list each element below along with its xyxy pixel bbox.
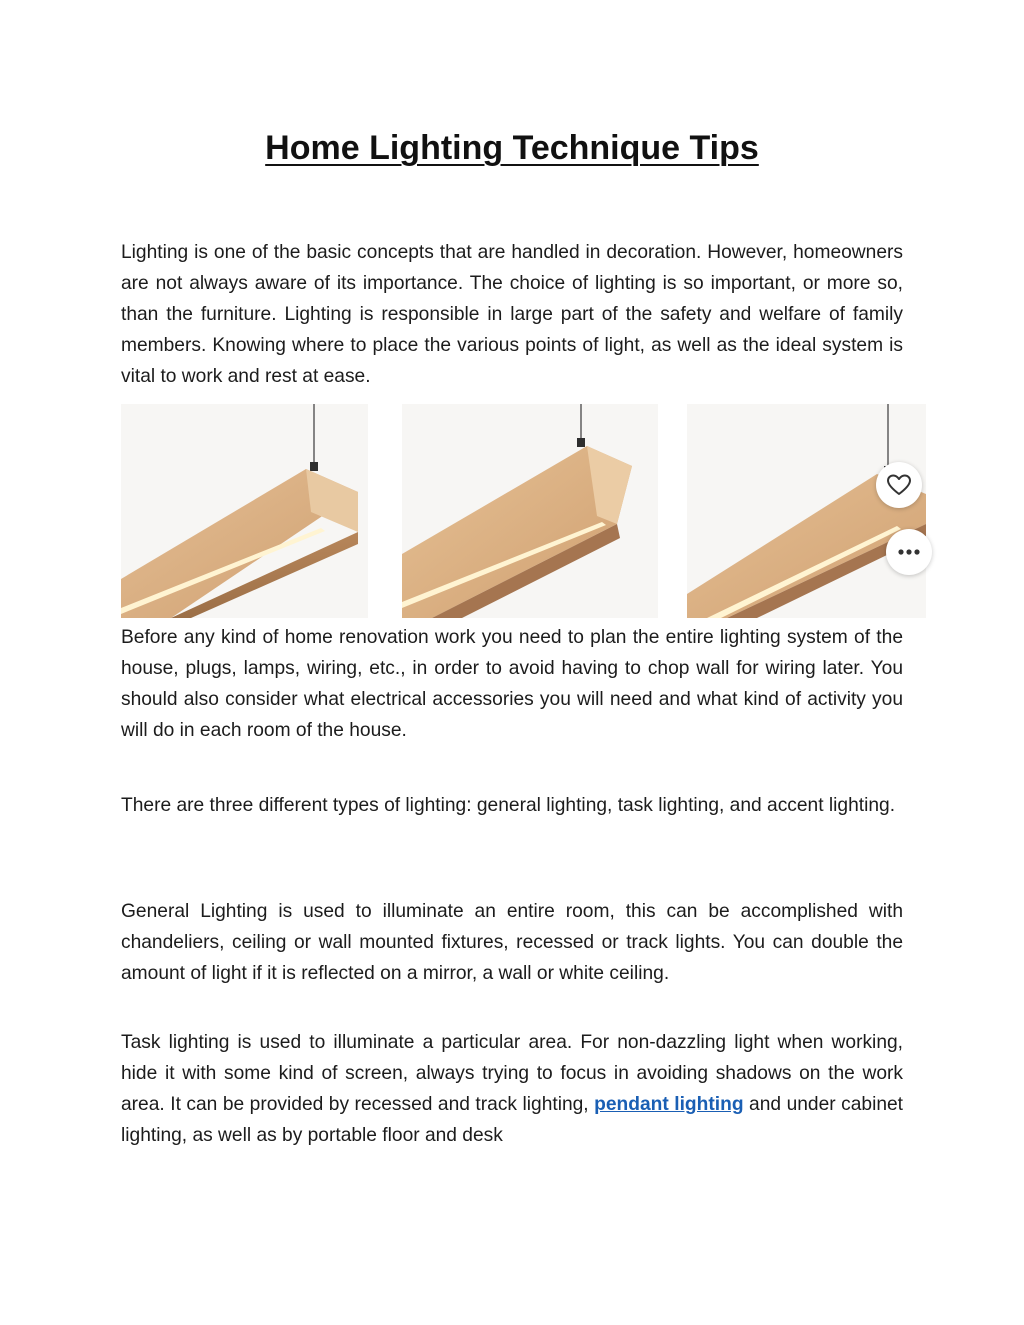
more-options-button[interactable]	[886, 529, 932, 575]
page-title: Home Lighting Technique Tips	[265, 129, 759, 167]
intro-paragraph: Lighting is one of the basic concepts that are handled in decoration. However, homeowners are not always aware of its importance. The choice of lighting is so important, or more so, than the furniture. Lighting is responsible in large part of the safety and welfare of family members. Knowing where to place the various points of light, as well as the ideal system is vital to work and rest at ease.	[121, 242, 903, 387]
pendant-light-photo-3	[687, 404, 926, 618]
task-text-before-link: Task lighting is used to illuminate a particular area. For non-dazzling light when working, hide it with some kind of screen, always trying to focus in avoiding shadows on the work area. It can be provided by recessed and track lighting,	[121, 1032, 903, 1115]
favorite-button[interactable]	[876, 462, 922, 508]
pendant-light-photo-2	[402, 404, 658, 618]
product-photo-strip	[121, 404, 926, 618]
pendant-lighting-link[interactable]: pendant lighting	[594, 1094, 744, 1115]
lighting-types-paragraph: There are three different types of lighting: general lighting, task lighting, and accent lighting.	[121, 795, 896, 816]
heart-icon	[887, 474, 911, 496]
general-lighting-paragraph: General Lighting is used to illuminate an entire room, this can be accomplished with chandeliers, ceiling or wall mounted fixtures, recessed or track lights. You can double the amount of light if it is reflected on a mirror, a wall or white ceiling.	[121, 901, 903, 984]
task-lighting-paragraph	[121, 1027, 903, 1151]
pendant-light-photo-1	[121, 404, 368, 618]
task-text-after-link: and under cabinet lighting, as well as by portable floor and desk	[121, 1094, 904, 1146]
more-dots-icon	[897, 548, 921, 556]
planning-paragraph: Before any kind of home renovation work you need to plan the entire lighting system of the house, plugs, lamps, wiring, etc., in order to avoid having to chop wall for wiring later. You should also consider what electrical accessories you will need and what kind of activity you will do in each room of the house.	[121, 627, 903, 741]
